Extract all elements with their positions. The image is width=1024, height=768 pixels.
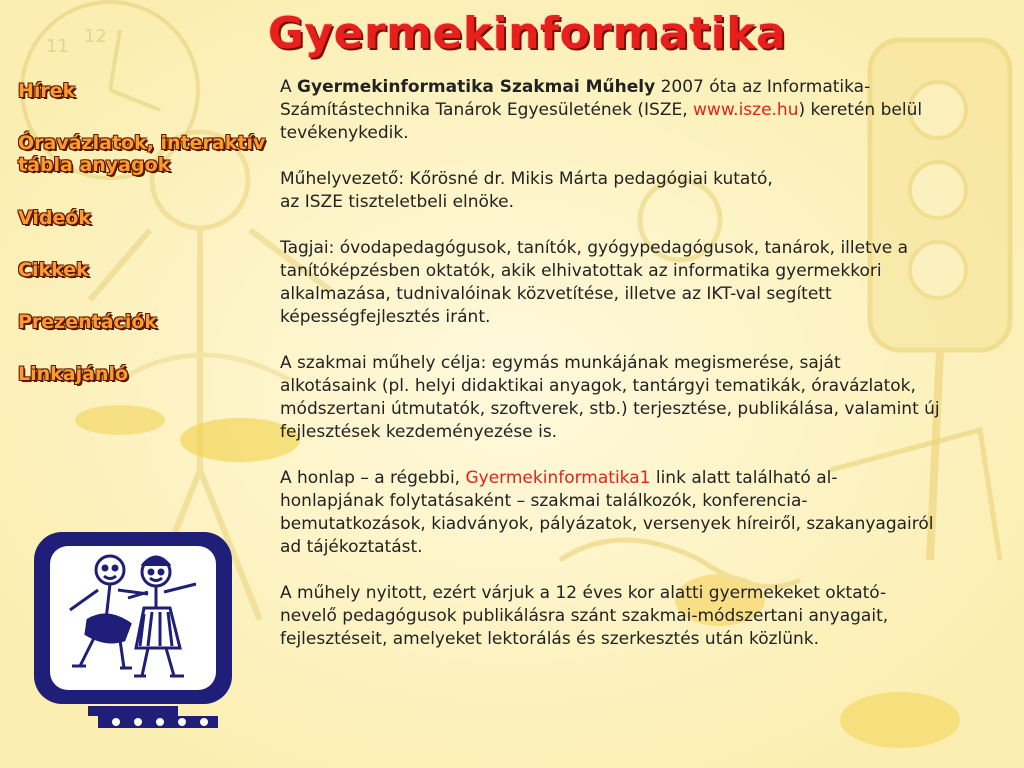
goal-paragraph: A szakmai műhely célja: egymás munkájának megismerése, saját alkotásaink (pl. helyi didaktikai anyagok, tantárgyi tematikák, óravázlatok, módszertani útmutatók, szoftverek, stb.) terjesztése, publikálása, valamint új fejlesztések kezdeményezése is. [280,353,940,442]
open-call-paragraph: A műhely nyitott, ezért várjuk a 12 éves kor alatti gyermekeket oktató-nevelő pedagógusok publikálásra szánt szakmai-módszertani anyagait, fejlesztéseit, amelyeket lektorálás és szerkesztés után közlünk. [280,583,889,649]
nav-item-oravazlatok[interactable]: Óravázlatok, interaktív tábla anyagok [18,132,266,176]
nav-item-linkajanlo[interactable]: Linkajánló [18,363,129,385]
website-text-2: link alatt található al-honlapjának folytatásaként – szakmai találkozók, konferencia-bemutatkozások, kiadványok, pályázatok, versenyek híreiről, szakanyagairól ad tájékoztatást. [280,468,934,557]
website-text-1: A honlap – a régebbi, [280,468,466,488]
site-title: Gyermekinformatika [267,8,787,59]
gyermekinformatika1-link[interactable]: Gyermekinformatika1 [465,468,651,488]
members-paragraph: Tagjai: óvodapedagógusok, tanítók, gyógypedagógusok, tanárok, illetve a tanítóképzésben oktatók, akik elhivatottak az informatika gyermekkori alkalmazása, tudnivalóinak közvetítése, illetve az IKT-val segített képességfejlesztés iránt. [280,238,909,327]
clock-number: 11 [46,36,69,57]
intro-paragraph [280,76,940,145]
nav-item-cikkek[interactable]: Cikkek [18,259,89,281]
leader-paragraph [280,168,940,214]
leader-text-2: az ISZE tiszteletbeli elnöke. [280,192,515,212]
website-paragraph [280,467,940,559]
isze-link[interactable]: www.isze.hu [693,100,799,120]
nav-item-videok[interactable]: Videók [18,207,92,229]
main-content [280,76,940,674]
nav-item-prezentaciok[interactable]: Prezentációk [18,311,158,333]
intro-text-1: A [280,77,298,97]
children-tv-logo [28,528,238,734]
clock-number: 12 [84,26,107,47]
workshop-name: Gyermekinformatika Szakmai Műhely [297,77,656,97]
nav-item-hirek[interactable]: Hírek [18,80,76,102]
main-nav [18,80,278,415]
intro-text-2: 2007 óta az Informatika-Számítástechnika Tanárok Egyesületének (ISZE, [280,77,871,120]
intro-text-3: ) keretén belül tevékenykedik. [280,100,923,143]
leader-text-1: Műhelyvezető: Kőrösné dr. Mikis Márta pedagógiai kutató, [280,169,773,189]
